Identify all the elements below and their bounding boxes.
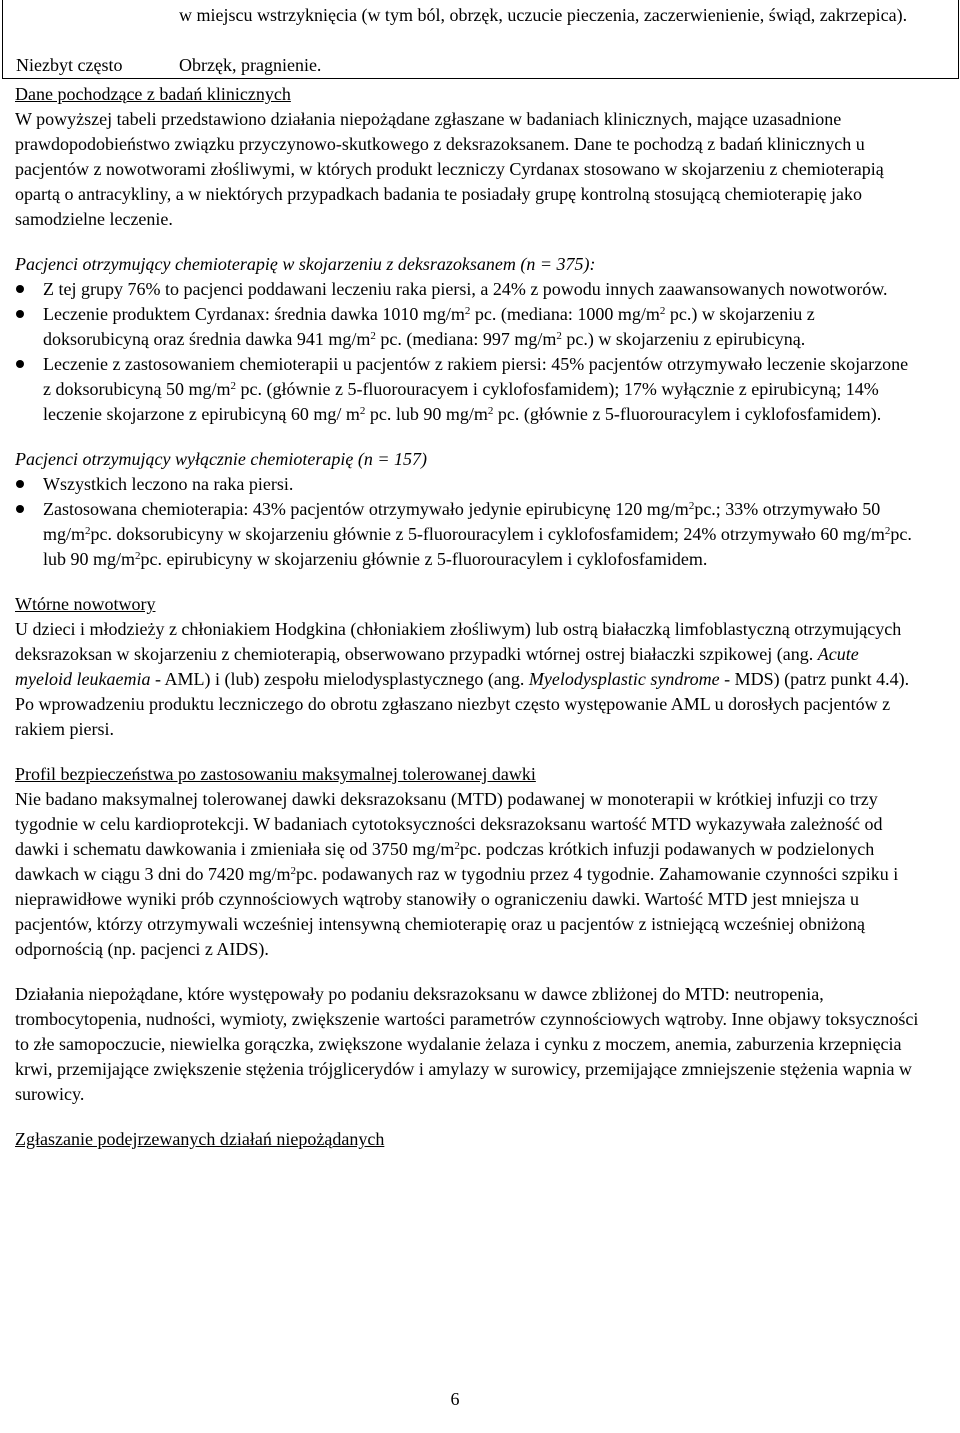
clinical-data-heading: Dane pochodzące z badań klinicznych — [15, 84, 291, 104]
table-cell-reactions: Obrzęk, pragnienie. — [179, 55, 322, 75]
list-item: Wszystkich leczono na raka piersi. — [15, 472, 920, 497]
mtd-adverse-reactions-paragraph: Działania niepożądane, które występowały po podaniu deksrazoksanu w dawce zbliżonej do MTD: neutropenia, trombocytopenia, nudności, wymioty, zwiększenie wartości parametrów czynnościowych wątroby. Inne objawy toksyczności to złe samopoczucie, niewielka gorączka, zwiększone wydalanie żelaza i cynku z moczem, anemia, zaburzenia krzepnięcia krwi, przemijające zwiększenie stężenia trójglicerydów i amylazy w surowicy, przemijające zmniejszenie stężenia wapnia w surowicy. — [15, 984, 919, 1104]
document-body — [15, 82, 920, 1152]
table-cell-frequency: Niezbyt często — [16, 55, 123, 75]
list-item: Leczenie produktem Cyrdanax: średnia dawka 1010 $mg/m^2$ pc. (mediana: 1000 $mg/m^2$ pc.) w skojarzeniu z doksorubicyną oraz średnia dawka 941 $mg/m^2$ pc. (mediana: 997 $mg/m^2$ pc.) w skojarzeniu z epirubicyną. — [15, 302, 920, 352]
adverse-reactions-table-fragment — [2, 0, 959, 79]
list-item: Leczenie z zastosowaniem chemioterapii u pacjentów z rakiem piersi: 45% pacjentów otrzymywało leczenie skojarzone z doksorubicyną 50 $mg/m^2$ pc. (głównie z 5-fluorouracyem i cyklofosfamidem); 17% wyłącznie z epirubicyną; 14% leczenie skojarzone z epirubicyną 60 mg/ $m^2$ pc. lub 90 $mg/m^2$ pc. (głównie z 5-fluorouracylem i cyklofosfamidem). — [15, 352, 920, 427]
secondary-malignancies-paragraph: U dzieci i młodzieży z chłoniakiem Hodgkina (chłoniakiem złośliwym) lub ostrą białaczką limfoblastyczną otrzymujących deksrazoksan w skojarzeniu z chemioterapią, obserwowano przypadki wtórnej ostrej białaczki szpikowej (ang. Acute myeloid leukaemia - AML) i (lub) zespołu mielodysplastycznego (ang. Myelodysplastic syndrome - MDS) (patrz punkt 4.4). Po wprowadzeniu produktu leczniczego do obrotu zgłaszano niezbyt często występowanie AML u dorosłych pacjentów z rakiem piersi. — [15, 619, 910, 739]
page-number: 6 — [450, 1389, 460, 1409]
combo-group-heading: Pacjenci otrzymujący chemioterapię w skojarzeniu z deksrazoksanem (n = 375): — [15, 254, 596, 274]
mtd-safety-heading: Profil bezpieczeństwa po zastosowaniu maksymalnej tolerowanej dawki — [15, 764, 536, 784]
chemo-group-heading: Pacjenci otrzymujący wyłącznie chemioterapię (n = 157) — [15, 449, 428, 469]
mtd-paragraph: Nie badano maksymalnej tolerowanej dawki deksrazoksanu (MTD) podawanej w monoterapii w krótkiej infuzji co trzy tygodnie w celu kardioprotekcji. W badaniach cytotoksyczności deksrazoksanu wartość MTD wykazywała zależność od dawki i schematu dawkowania i zmieniała się od 3750 $mg/m^2pc$. podczas krótkich infuzji podawanych w podzielonych dawkach w ciągu 3 dni do 7420 $mg/m^2pc$. podawanych raz w tygodniu przez 4 tygodnie. Zahamowanie czynności szpiku i nieprawidłowe wyniki prób czynnościowych wątroby stanowiły o ograniczeniu dawki. Wartość MTD jest mniejsza u pacjentów, którzy otrzymywali wcześniej intensywną chemioterapię oraz u pacjentów z istniejącą wcześniej obniżoną odpornością (np. pacjenci z AIDS). — [15, 789, 899, 959]
list-item: Zastosowana chemioterapia: 43% pacjentów otrzymywało jedynie epirubicynę 120 $mg/m^2pc$.; 33% otrzymywało 50 $mg/m^2pc$. doksorubicyny w skojarzeniu głównie z 5-fluorouracylem i cyklofosfamidem; 24% otrzymywało 60 $mg/m^2pc$. lub 90 $mg/m^2pc$. epirubicyny w skojarzeniu głównie z 5-fluorouracylem i cyklofosfamidem. — [15, 497, 920, 572]
reporting-heading: Zgłaszanie podejrzewanych działań niepożądanych — [15, 1129, 385, 1149]
table-cell-injection-site: w miejscu wstrzyknięcia (w tym ból, obrzęk, uczucie pieczenia, zaczerwienienie, świąd, zakrzepica). — [179, 5, 908, 25]
secondary-malignancies-heading: Wtórne nowotwory — [15, 594, 156, 614]
combo-group-list — [15, 277, 920, 427]
clinical-data-paragraph: W powyższej tabeli przedstawiono działania niepożądane zgłaszane w badaniach klinicznych, mające uzasadnione prawdopodobieństwo związku przyczynowo-skutkowego z deksrazoksanem. Dane te pochodzą z badań klinicznych u pacjentów z nowotworami złośliwymi, w których produkt leczniczy Cyrdanax stosowano w skojarzeniu z chemioterapią opartą o antracykliny, a w niektórych przypadkach badania te posiadały grupę kontrolną stosującą chemioterapię jako samodzielne leczenie. — [15, 109, 884, 229]
chemo-group-list — [15, 472, 920, 572]
list-item: Z tej grupy 76% to pacjenci poddawani leczeniu raka piersi, a 24% z powodu innych zaawansowanych nowotworów. — [15, 277, 920, 302]
